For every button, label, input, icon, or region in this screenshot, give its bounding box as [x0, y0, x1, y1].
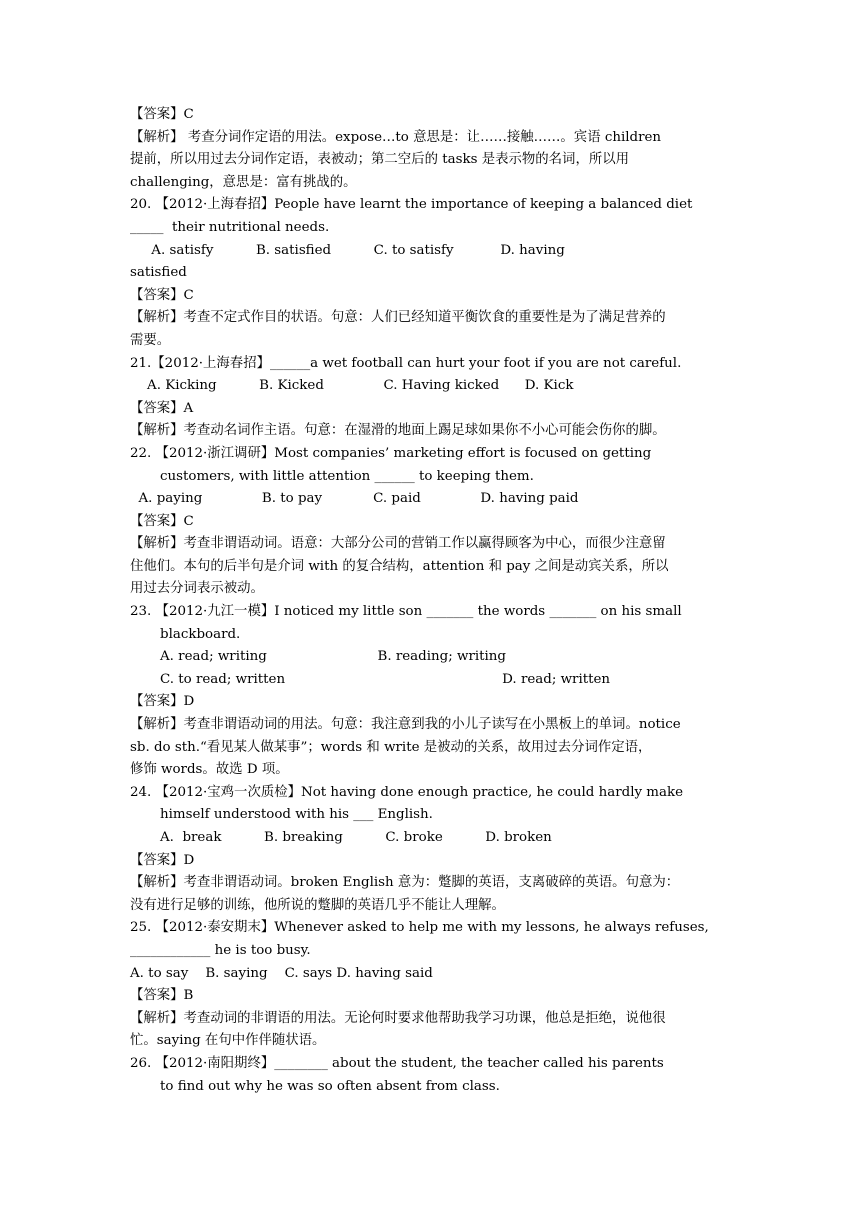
answer-label: 【答案】A: [130, 400, 194, 416]
explanation-text: 【解析】考查非谓语动词。语意：大部分公司的营销工作以赢得顾客为中心，而很少注意留: [130, 536, 666, 552]
explanation-text: 住他们。本句的后半句是介词 with 的复合结构，attention 和 pay 之间是动宾关系，所以: [130, 558, 669, 574]
answer-label: 【答案】C: [130, 107, 194, 122]
explanation-text: 需要。: [130, 332, 171, 348]
question-stem: 25. 【2012·泰安期末】Whenever asked to help me with my lessons, he always refuses,: [130, 920, 709, 936]
answer-options: C. to read; written D. read; written: [160, 671, 611, 687]
explanation-text: 【解析】考查非谓语动词的用法。句意：我注意到我的小儿子读写在小黑板上的单词。notice: [130, 717, 681, 733]
question-stem: 24. 【2012·宝鸡一次质检】Not having done enough practice, he could hardly make: [130, 784, 684, 800]
answer-options: A. to say B. saying C. says D. having said: [130, 965, 433, 981]
explanation-text: 【解析】考查动词的非谓语的用法。无论何时要求他帮助我学习功课，他总是拒绝，说他很: [130, 1010, 666, 1026]
explanation-text: 忙。saying 在句中作伴随状语。: [130, 1033, 326, 1049]
explanation-text: 用过去分词表示被动。: [130, 581, 264, 597]
question-stem: 26. 【2012·南阳期终】________ about the student, the teacher called his parents: [130, 1055, 664, 1071]
document-page: [130, 104, 730, 1098]
question-stem: to find out why he was so often absent from class.: [160, 1078, 500, 1094]
explanation-text: 提前，所以用过去分词作定语，表被动；第二空后的 tasks 是表示物的名词，所以用: [130, 152, 630, 168]
explanation-text: 没有进行足够的训练，他所说的蹩脚的英语几乎不能让人理解。: [130, 897, 505, 913]
explanation-text: 【解析】考查非谓语动词。broken English 意为：蹩脚的英语，支离破碎的英语。句意为：: [130, 875, 680, 891]
explanation-text: 【解析】 考查分词作定语的用法。expose…to 意思是：让……接触……。宾语 children: [130, 129, 662, 145]
explanation-text: 【解析】考查不定式作目的状语。句意：人们已经知道平衡饮食的重要性是为了满足营养的: [130, 310, 666, 326]
question-stem: 21.【2012·上海春招】______a wet football can hurt your foot if you are not careful.: [130, 355, 682, 371]
question-stem: 20. 【2012·上海春招】People have learnt the importance of keeping a balanced diet: [130, 197, 693, 213]
answer-label: 【答案】D: [130, 852, 195, 868]
question-stem: blackboard.: [160, 626, 241, 642]
question-stem: customers, with little attention ______ to keeping them.: [160, 468, 534, 484]
explanation-text: sb. do sth.“看见某人做某事”；words 和 write 是被动的关系，故用过去分词作定语，: [130, 739, 652, 755]
answer-options: A. paying B. to pay C. paid D. having paid: [130, 491, 579, 507]
answer-options: A. read; writing B. reading; writing: [160, 649, 506, 665]
answer-label: 【答案】D: [130, 694, 195, 710]
answer-options: A. Kicking B. Kicked C. Having kicked D. Kick: [130, 378, 574, 394]
explanation-text: 修饰 words。故选 D 项。: [130, 762, 289, 778]
answer-label: 【答案】C: [130, 513, 194, 529]
answer-label: 【答案】C: [130, 287, 194, 303]
question-stem: ____________ he is too busy.: [130, 942, 311, 958]
question-stem: 22. 【2012·浙江调研】Most companies’ marketing effort is focused on getting: [130, 445, 652, 461]
question-stem: _____ their nutritional needs.: [130, 219, 330, 235]
answer-options: A. satisfy B. satisfied C. to satisfy D. having: [130, 242, 565, 258]
answer-options: satisfied: [130, 265, 187, 281]
question-stem: 23. 【2012·九江一模】I noticed my little son _______ the words _______ on his small: [130, 604, 682, 620]
question-stem: himself understood with his ___ English.: [160, 807, 433, 823]
answer-label: 【答案】B: [130, 988, 194, 1004]
explanation-text: 【解析】考查动名词作主语。句意：在湿滑的地面上踢足球如果你不小心可能会伤你的脚。: [130, 423, 666, 439]
answer-options: A. break B. breaking C. broke D. broken: [160, 830, 552, 845]
explanation-text: challenging，意思是：富有挑战的。: [130, 174, 357, 190]
